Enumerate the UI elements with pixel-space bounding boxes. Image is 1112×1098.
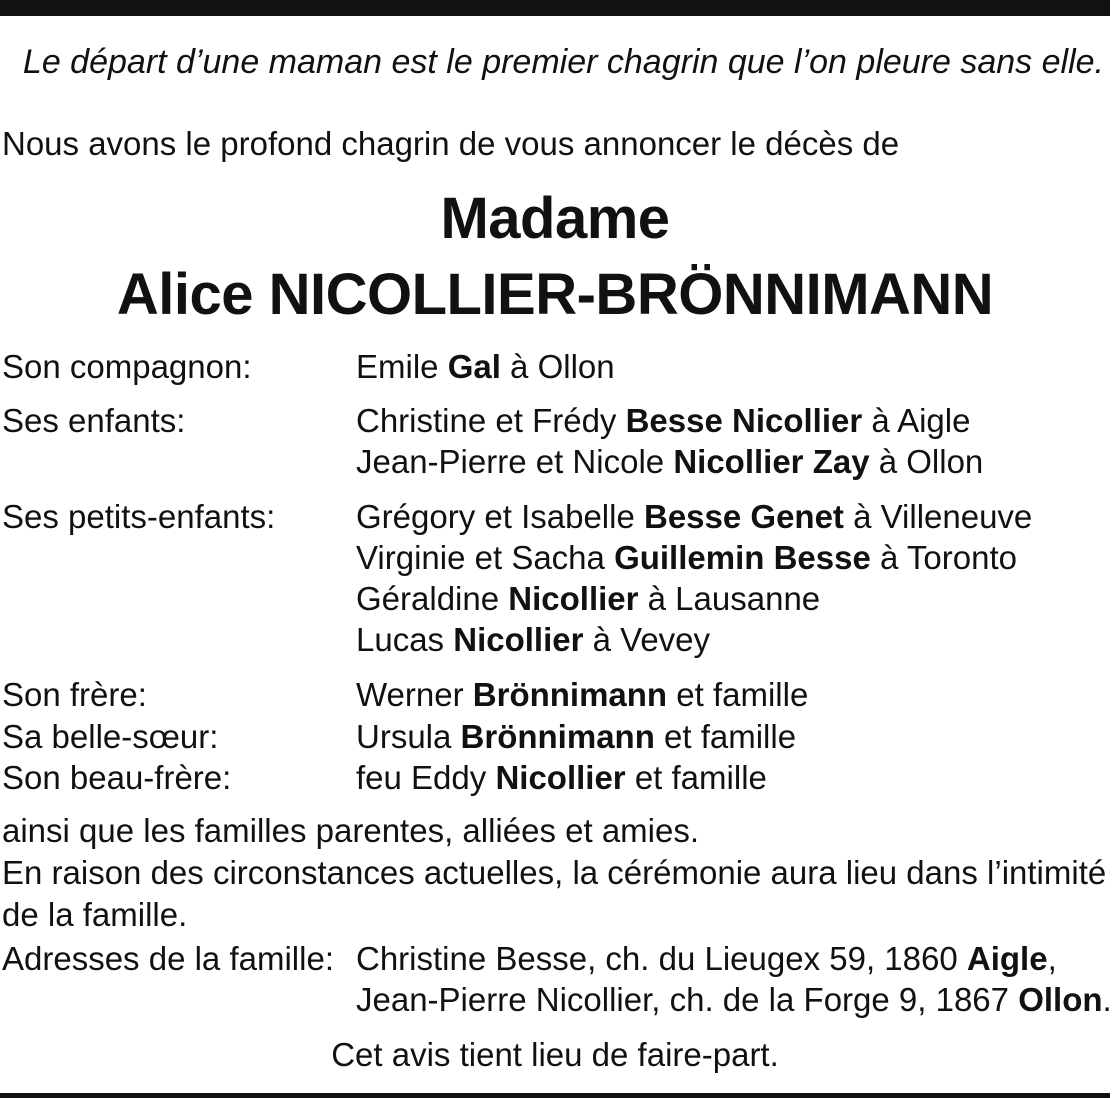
family-label: Ses petits-enfants: [2, 498, 276, 535]
family-line: Christine et Frédy Besse Nicollier à Aigle [356, 402, 971, 439]
addresses-lines [356, 938, 1112, 1020]
intro-text: Nous avons le profond chagrin de vous annoncer le décès de [2, 125, 900, 162]
family-label: Ses enfants: [2, 402, 186, 439]
addresses-label: Adresses de la famille: [2, 940, 334, 977]
family-lines [356, 346, 615, 387]
closing-line: En raison des circonstances actuelles, la cérémonie aura lieu dans l’intimité [2, 854, 1107, 891]
closing-line: de la famille. [2, 896, 188, 933]
footer-note: Cet avis tient lieu de faire-part. [331, 1036, 779, 1073]
family-label: Son frère: [2, 676, 147, 713]
family-label: Son compagnon: [2, 348, 252, 385]
family-lines [356, 757, 767, 798]
address-line: Christine Besse, ch. du Lieugex 59, 1860 Aigle, [356, 940, 1057, 977]
family-lines [356, 674, 808, 715]
closing-line: ainsi que les familles parentes, alliées et amies. [2, 812, 700, 849]
address-line: Jean-Pierre Nicollier, ch. de la Forge 9, 1867 Ollon. [356, 981, 1112, 1018]
family-line: Virginie et Sacha Guillemin Besse à Toronto [356, 539, 1017, 576]
family-label: Son beau-frère: [2, 759, 232, 796]
deceased-name: Alice NICOLLIER-BRÖNNIMANN [116, 262, 994, 327]
family-lines [356, 716, 796, 757]
top-rule [0, 0, 1110, 16]
family-lines [356, 400, 983, 482]
family-line: Jean-Pierre et Nicole Nicollier Zay à Ollon [356, 443, 984, 480]
family-line: Werner Brönnimann et famille [356, 676, 809, 713]
family-label: Sa belle-sœur: [2, 718, 219, 755]
family-line: Emile Gal à Ollon [356, 348, 615, 385]
epigraph-quote: Le départ d’une maman est le premier chagrin que l’on pleure sans elle. [22, 43, 1104, 81]
bottom-rule [0, 1093, 1110, 1098]
family-line: Ursula Brönnimann et famille [356, 718, 797, 755]
deceased-title: Madame [440, 186, 670, 251]
family-line: Géraldine Nicollier à Lausanne [356, 580, 821, 617]
family-line: Lucas Nicollier à Vevey [356, 621, 711, 658]
family-line: feu Eddy Nicollier et famille [356, 759, 767, 796]
family-line: Grégory et Isabelle Besse Genet à Villeneuve [356, 498, 1033, 535]
family-lines [356, 496, 1032, 660]
